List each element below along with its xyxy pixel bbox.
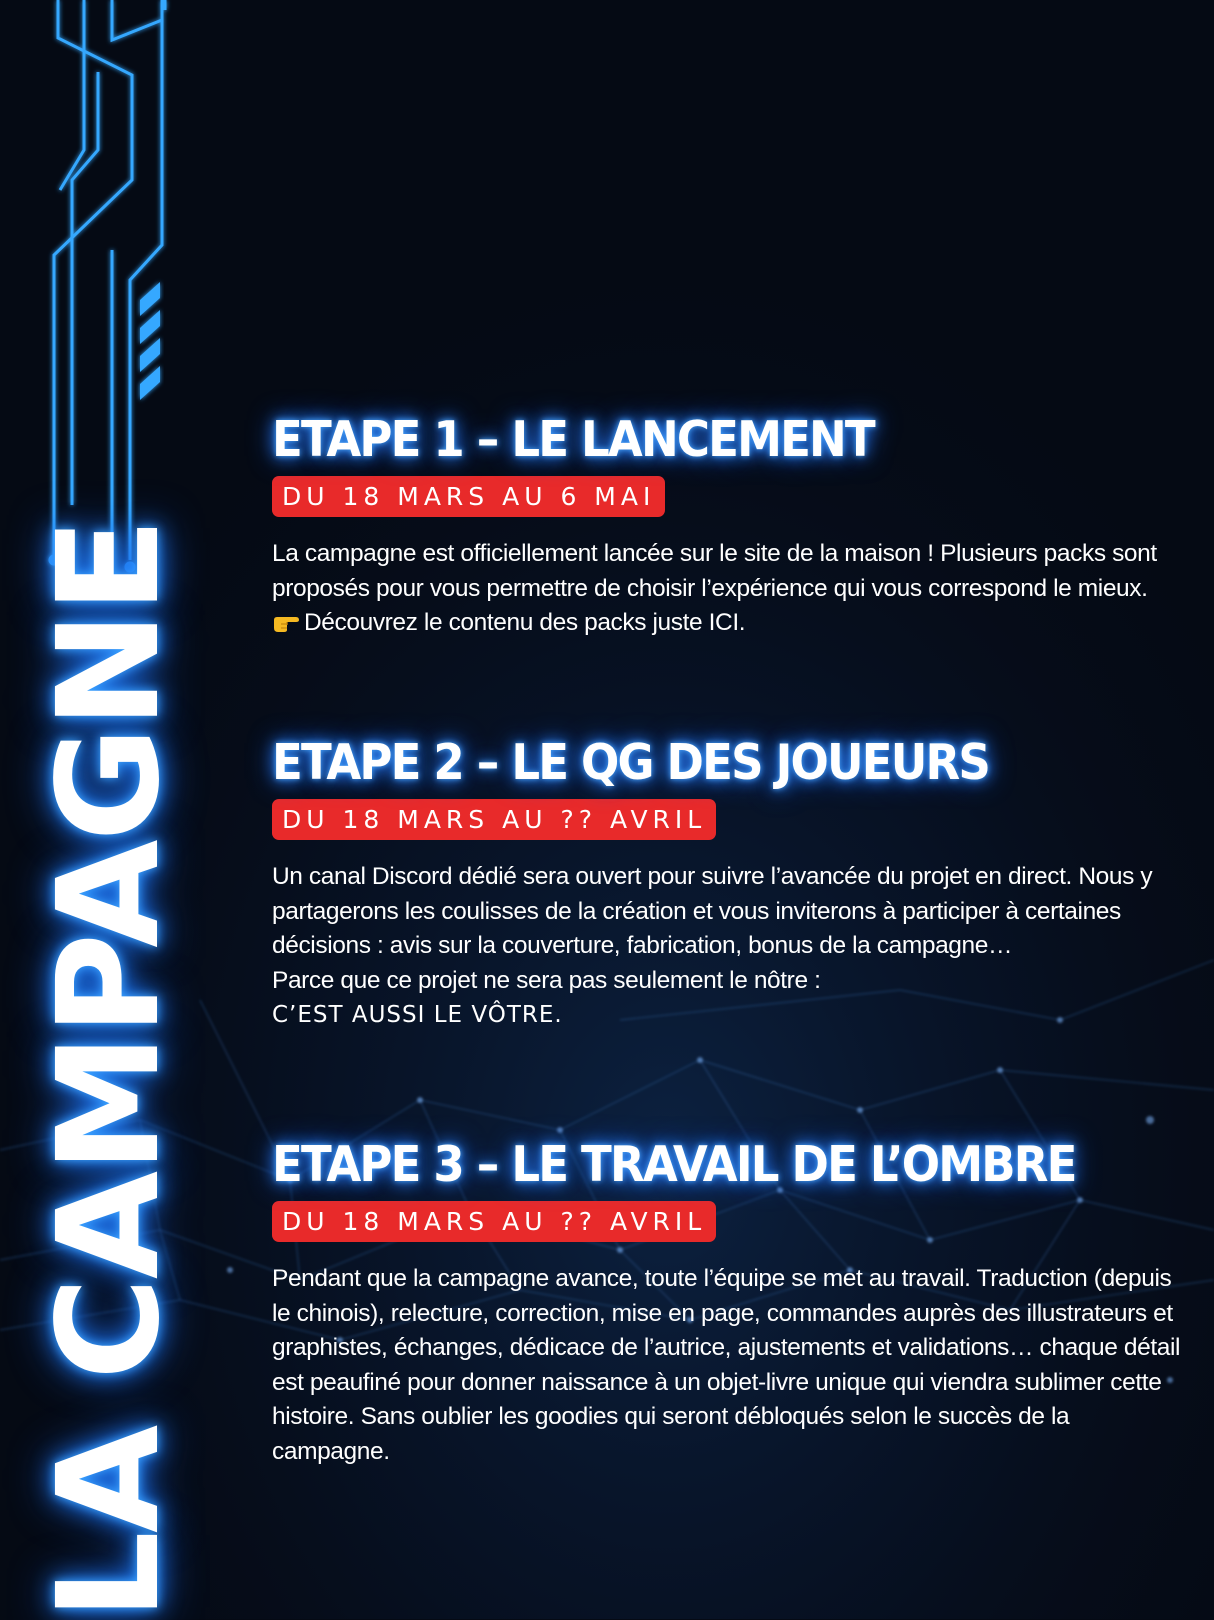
vertical-page-title: LA CAMPAGNE (28, 519, 191, 1620)
stage-paragraph: Parce que ce projet ne sera pas seulement le nôtre : (272, 966, 821, 994)
stage-heading: ETAPE 3 – LE TRAVAIL DE L’OMBRE (272, 1136, 1076, 1193)
date-badge: DU 18 MARS AU ?? AVRIL (272, 1201, 716, 1242)
stage-paragraph: Pendant que la campagne avance, toute l’équipe se met au travail. Traduction (depuis le chinois), relecture, correction, mise en page, commandes auprès des illustrateurs et graphistes, échanges, dédicace de l’autrice, ajustements et validations… chaque détail est peaufiné pour donner naissance à un objet-livre unique qui viendra sublimer cette histoire. Sans oublier les goodies qui seront débloqués selon le succès de la campagne. (272, 1265, 1181, 1465)
stage-3 (272, 1135, 1182, 1469)
stage-2 (272, 733, 1182, 1033)
packs-link-line[interactable] (272, 606, 1182, 641)
stage-description (272, 537, 1182, 641)
stage-paragraph: Un canal Discord dédié sera ouvert pour suivre l’avancée du projet en direct. Nous y partagerons les coulisses de la création et vous inviterons à participer à certaines décisions : avis sur la couverture, fabrication, bonus de la campagne… (272, 863, 1153, 959)
stage-description (272, 1262, 1182, 1469)
stage-heading: ETAPE 1 – LE LANCEMENT (272, 411, 874, 468)
stage-description (272, 860, 1182, 1033)
stage-paragraph: La campagne est officiellement lancée sur le site de la maison ! Plusieurs packs sont proposés pour vous permettre de choisir l’expérience qui vous correspond le mieux. (272, 540, 1157, 602)
packs-link-text[interactable]: Découvrez le contenu des packs juste ICI. (304, 609, 746, 636)
stage-closing-line: C’EST AUSSI LE VÔTRE. (272, 1002, 563, 1028)
pointing-hand-icon (272, 612, 300, 634)
stage-1 (272, 410, 1182, 641)
date-badge: DU 18 MARS AU 6 MAI (272, 476, 665, 517)
date-badge: DU 18 MARS AU ?? AVRIL (272, 799, 716, 840)
stage-heading: ETAPE 2 – LE QG DES JOUEURS (272, 734, 989, 791)
